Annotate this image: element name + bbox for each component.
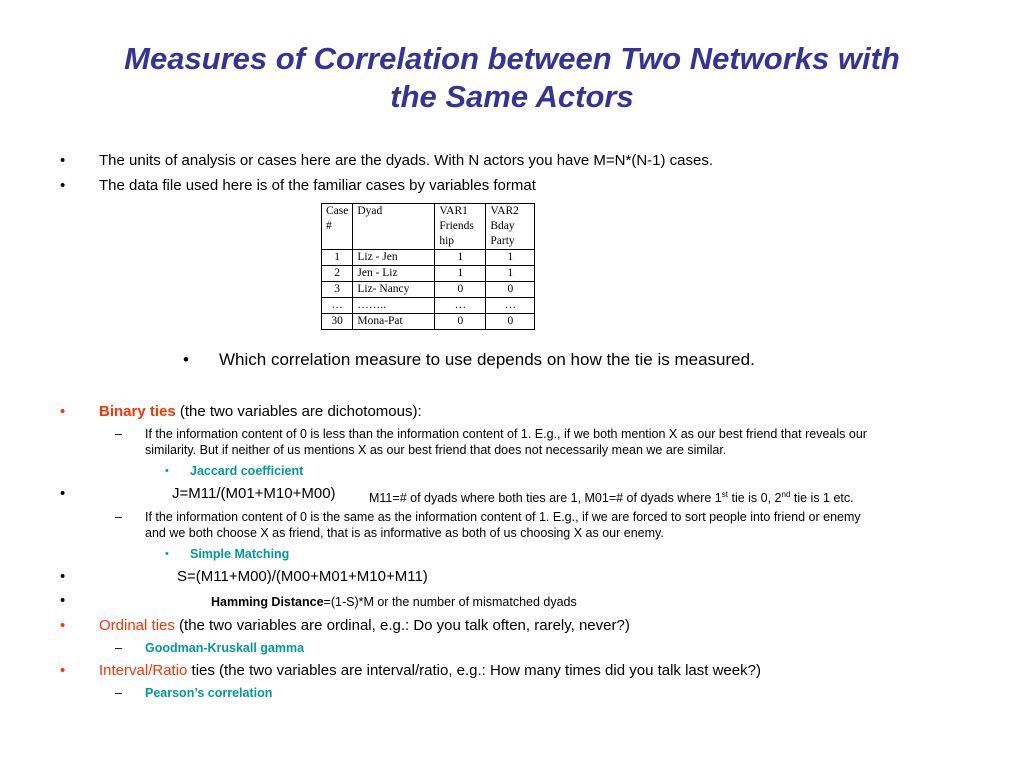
cell-var2: 0 xyxy=(486,282,535,298)
header-var1 xyxy=(435,204,486,250)
info-same-line-1: If the information content of 0 is the same as the information content of 1. E.g., if we are forced to sort people into friend or enemy xyxy=(145,510,861,524)
table-header-row xyxy=(322,204,535,250)
cell-dyad: …….. xyxy=(353,298,435,314)
cell-var1: 1 xyxy=(435,250,486,266)
bullet-marker: • xyxy=(60,177,66,194)
hamming-rest: =(1-S)*M or the number of mismatched dyads xyxy=(323,595,577,609)
jaccard-note-b: tie is 0, 2 xyxy=(728,491,782,506)
cell-var2: 0 xyxy=(486,314,535,330)
goodman-kruskall-label: Goodman-Kruskall gamma xyxy=(145,641,305,655)
which-measure-text: Which correlation measure to use depends on how the tie is measured. xyxy=(219,350,755,369)
info-less-text xyxy=(145,426,985,458)
info-same-text xyxy=(145,509,985,541)
jaccard-note-sup-2: nd xyxy=(781,490,791,499)
header-var2 xyxy=(486,204,535,250)
table-row xyxy=(322,314,535,330)
bullet-marker: • xyxy=(60,617,66,634)
dash-marker: – xyxy=(115,427,122,441)
info-same-line-2: and we both choose X as friend, that is as informative as both of us choosing X as our enemy. xyxy=(145,526,664,540)
jaccard-note xyxy=(369,487,854,506)
cell-var1: 1 xyxy=(435,266,486,282)
bullet-marker: • xyxy=(60,152,66,169)
simple-formula: S=(M11+M00)/(M00+M01+M10+M11) xyxy=(177,568,428,585)
cell-var2: 1 xyxy=(486,266,535,282)
jaccard-note-a: M11=# of dyads where both ties are 1, M01=# of dyads where 1 xyxy=(369,491,722,506)
slide-title-line-2: the Same Actors xyxy=(390,79,634,114)
simple-matching-label: Simple Matching xyxy=(190,547,290,561)
interval-ties-text xyxy=(99,662,761,679)
cell-var1: … xyxy=(435,298,486,314)
cell-case: 2 xyxy=(322,266,353,282)
bullet-marker: • xyxy=(60,592,66,609)
jaccard-formula: J=M11/(M01+M10+M00) xyxy=(172,485,336,502)
header-case-line-1: Case xyxy=(326,205,349,217)
cell-case: 1 xyxy=(322,250,353,266)
hamming-text xyxy=(211,594,577,610)
bullet-marker: • xyxy=(183,350,189,369)
binary-ties-rest: (the two variables are dichotomous): xyxy=(175,403,422,420)
cell-var1: 0 xyxy=(435,282,486,298)
header-var2-line-2: Bday xyxy=(490,220,515,232)
table-row xyxy=(322,250,535,266)
info-less-line-2: similarity. But if neither of us mentions X as our best friend that does not necessarily mean we are similar. xyxy=(145,443,727,457)
cell-case: … xyxy=(322,298,353,314)
slide-title-line-1: Measures of Correlation between Two Networks with xyxy=(124,41,900,76)
jaccard-label: Jaccard coefficient xyxy=(190,464,304,478)
bullet-marker: • xyxy=(60,568,66,585)
pearson-label: Pearson’s correlation xyxy=(145,686,273,700)
interval-ties-label: Interval/Ratio xyxy=(99,662,188,679)
dash-marker: – xyxy=(115,641,122,655)
hamming-label: Hamming Distance xyxy=(211,595,324,609)
bullet-marker: • xyxy=(165,465,169,477)
header-dyad-line-1: Dyad xyxy=(357,205,383,217)
interval-ties-rest: ties (the two variables are interval/ratio, e.g.: How many times did you talk last week?) xyxy=(187,662,761,679)
table-row xyxy=(322,266,535,282)
header-var1-line-2: Friends xyxy=(439,220,474,232)
info-less-line-1: If the information content of 0 is less than the information content of 1. E.g., if we both mention X as our best friend that reveals our xyxy=(145,427,867,441)
header-var1-line-1: VAR1 xyxy=(439,205,468,217)
cell-case: 3 xyxy=(322,282,353,298)
dyad-data-table xyxy=(321,203,535,330)
bullet-marker: • xyxy=(165,548,169,560)
cell-dyad: Liz- Nancy xyxy=(353,282,435,298)
jaccard-note-c: tie is 1 etc. xyxy=(790,491,854,506)
header-dyad xyxy=(353,204,435,250)
cell-case: 30 xyxy=(322,314,353,330)
slide-title xyxy=(60,40,964,116)
bullet-marker: • xyxy=(60,403,66,420)
binary-ties-text xyxy=(99,403,422,420)
bullet-marker: • xyxy=(60,485,66,502)
table-row xyxy=(322,282,535,298)
bullet-data-file-text: The data file used here is of the familiar cases by variables format xyxy=(99,177,536,194)
dash-marker: – xyxy=(115,510,122,524)
bullet-marker: • xyxy=(60,662,66,679)
cell-var1: 0 xyxy=(435,314,486,330)
header-case-line-2: # xyxy=(326,220,332,232)
cell-var2: 1 xyxy=(486,250,535,266)
jaccard-note-sup-1: st xyxy=(721,490,728,499)
dash-marker: – xyxy=(115,686,122,700)
table-row xyxy=(322,298,535,314)
ordinal-ties-text xyxy=(99,617,630,634)
header-case xyxy=(322,204,353,250)
cell-dyad: Mona-Pat xyxy=(353,314,435,330)
cell-dyad: Jen - Liz xyxy=(353,266,435,282)
cell-dyad: Liz - Jen xyxy=(353,250,435,266)
cell-var2: … xyxy=(486,298,535,314)
ordinal-ties-label: Ordinal ties xyxy=(99,617,175,634)
binary-ties-label: Binary ties xyxy=(99,403,176,420)
header-var2-line-3: Party xyxy=(490,235,515,247)
header-var2-line-1: VAR2 xyxy=(490,205,519,217)
ordinal-ties-rest: (the two variables are ordinal, e.g.: Do you talk often, rarely, never?) xyxy=(174,617,630,634)
bullet-units-text: The units of analysis or cases here are the dyads. With N actors you have M=N*(N-1) cases. xyxy=(99,152,714,169)
header-var1-line-3: hip xyxy=(439,235,455,247)
